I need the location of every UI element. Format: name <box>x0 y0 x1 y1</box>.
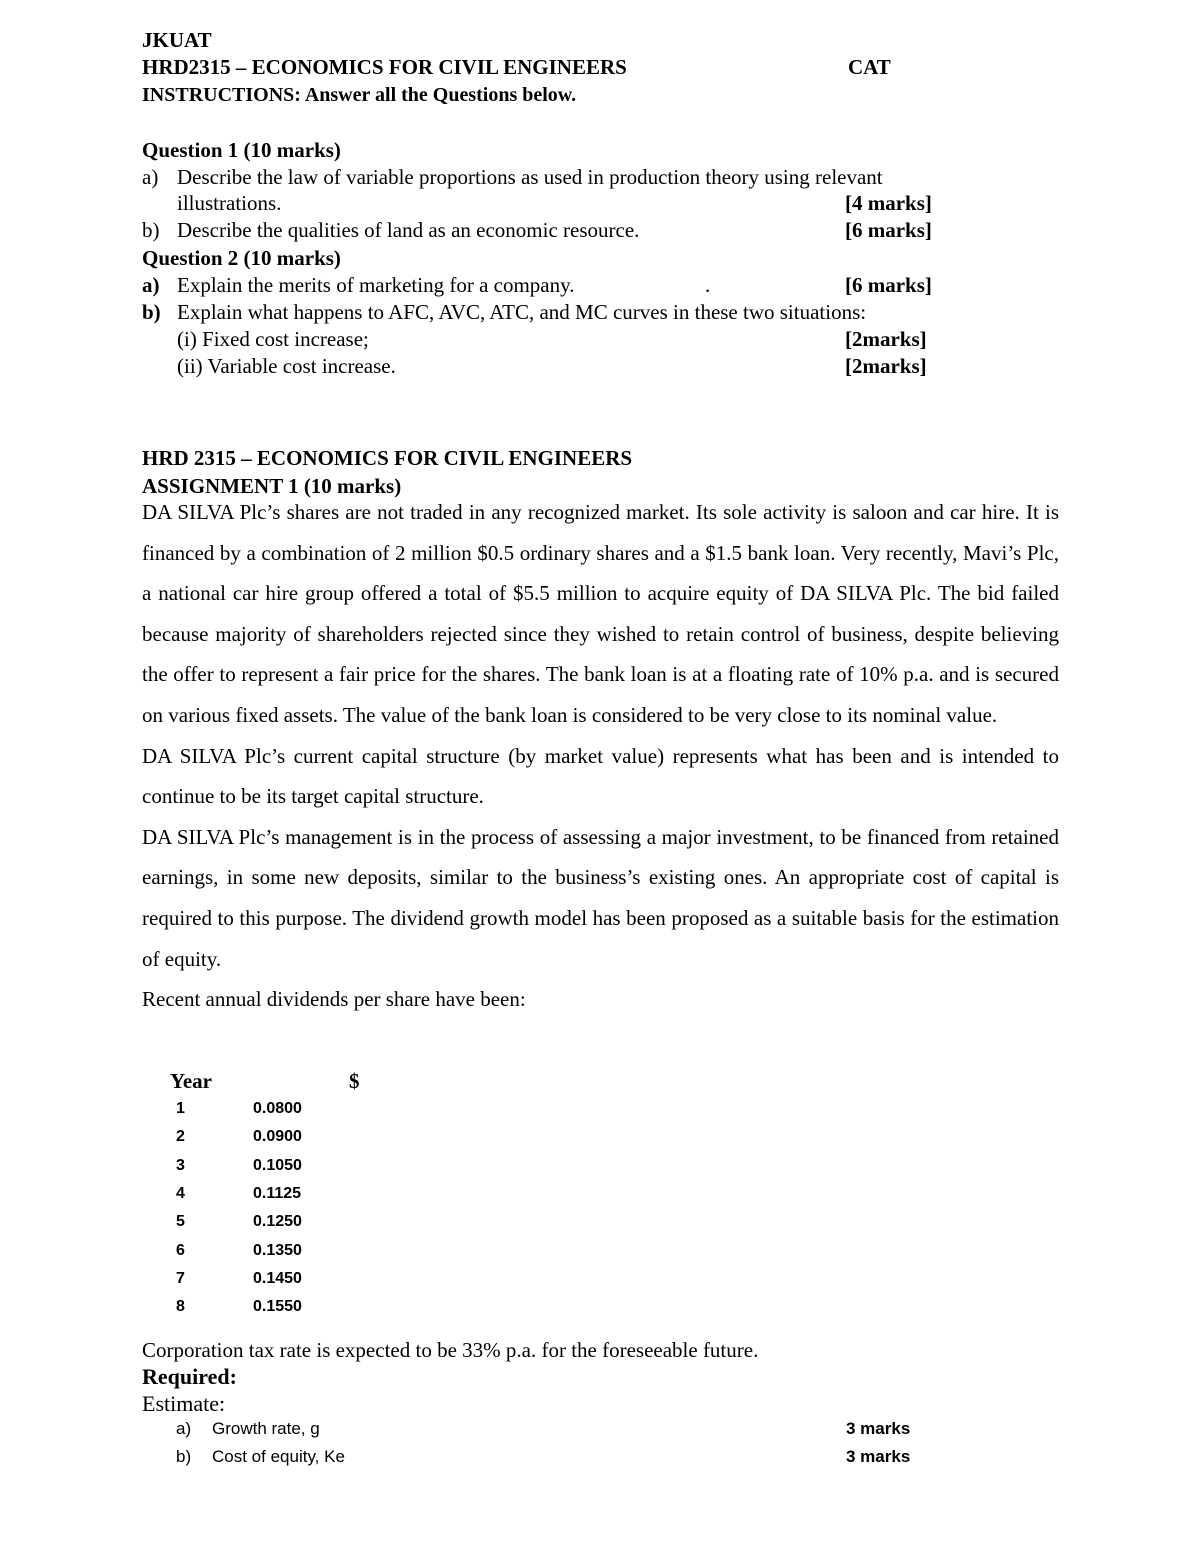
question-1b-marks: [6 marks] <box>845 218 932 242</box>
question-2b-text: Explain what happens to AFC, AVC, ATC, and MC curves in these two situations: <box>177 300 867 324</box>
table-header-row <box>170 1067 469 1095</box>
question-2a-text: Explain the merits of marketing for a company. <box>177 273 575 297</box>
year-cell: 3 <box>176 1156 185 1174</box>
year-cell: 4 <box>176 1185 185 1203</box>
cat-label: CAT <box>848 55 891 79</box>
dividend-cell: 0.0900 <box>253 1128 302 1146</box>
question-2a-marks: [6 marks] <box>845 273 932 297</box>
question-2b-label: b) <box>142 300 161 324</box>
table-row <box>170 1180 469 1208</box>
year-cell: 1 <box>176 1100 185 1118</box>
question-2b-ii-marks: [2marks] <box>845 354 927 378</box>
table-row <box>170 1123 469 1151</box>
dividend-cell: 0.0800 <box>253 1100 302 1118</box>
question-2b-ii-text: (ii) Variable cost increase. <box>177 354 396 378</box>
question-2b-i-text: (i) Fixed cost increase; <box>177 327 369 351</box>
table-row <box>170 1152 469 1180</box>
paragraph-3: DA SILVA Plc’s management is in the process of assessing a major investment, to be financed from retained earnings, in some new deposits, similar to the business’s existing ones. An appropriate cost of capital is required to this purpose. The dividend growth model has been proposed as a suitable basis for the estimation of equity. <box>142 824 1059 971</box>
question-1b-label: b) <box>142 218 160 242</box>
dividend-table <box>170 1067 469 1321</box>
question-1a-text: Describe the law of variable proportions as used in production theory using relevant <box>177 165 883 189</box>
task-b-text: Cost of equity, Ke <box>212 1447 345 1466</box>
stray-dot: . <box>705 273 711 297</box>
instructions: INSTRUCTIONS: Answer all the Questions below. <box>142 84 577 106</box>
year-cell: 2 <box>176 1128 185 1146</box>
dividend-cell: 0.1250 <box>253 1213 302 1231</box>
paragraph-2: DA SILVA Plc’s current capital structure (by market value) represents what has been and is intended to continue to be its target capital structure. <box>142 743 1059 809</box>
required-heading: Required: <box>142 1364 237 1389</box>
task-b-label: b) <box>176 1447 192 1466</box>
question-1-title: Question 1 (10 marks) <box>142 138 341 162</box>
year-cell: 6 <box>176 1241 185 1259</box>
column-header-year: Year <box>170 1068 212 1093</box>
question-2-title: Question 2 (10 marks) <box>142 246 341 270</box>
dividend-cell: 0.1350 <box>253 1241 302 1259</box>
table-row <box>170 1265 469 1293</box>
paragraph-1: DA SILVA Plc’s shares are not traded in any recognized market. Its sole activity is saloon and car hire. It is financed by a combination of 2 million $0.5 ordinary shares and a $1.5 bank loan. Very recently, Mavi’s Plc, a national car hire group offered a total of $5.5 million to acquire equity of DA SILVA Plc. The bid failed because majority of shareholders rejected since they wished to retain control of business, despite believing the offer to represent a fair price for the shares. The bank loan is at a floating rate of 10% p.a. and is secured on various fixed assets. The value of the bank loan is considered to be very close to its nominal value. <box>142 500 1059 727</box>
column-header-dollar: $ <box>349 1068 360 1093</box>
dividend-cell: 0.1125 <box>253 1185 302 1203</box>
dividend-cell: 0.1050 <box>253 1156 302 1174</box>
question-2a-label: a) <box>142 273 160 297</box>
table-row <box>170 1208 469 1236</box>
assignment-title: ASSIGNMENT 1 (10 marks) <box>142 474 402 498</box>
table-row <box>170 1293 469 1321</box>
question-1a-label: a) <box>142 165 159 189</box>
task-b-marks: 3 marks <box>846 1447 911 1466</box>
year-cell: 7 <box>176 1269 185 1287</box>
dividend-cell: 0.1550 <box>253 1298 302 1316</box>
task-a-marks: 3 marks <box>846 1419 911 1438</box>
task-a-text: Growth rate, g <box>212 1419 320 1438</box>
paragraph-4: Recent annual dividends per share have been: <box>142 987 526 1012</box>
assignment-body <box>142 492 1059 1020</box>
assignment-course-title: HRD 2315 – ECONOMICS FOR CIVIL ENGINEERS <box>142 446 633 470</box>
question-2b-i-marks: [2marks] <box>845 327 927 351</box>
question-1a-marks: [4 marks] <box>845 191 932 215</box>
year-cell: 5 <box>176 1213 185 1231</box>
table-row <box>170 1095 469 1123</box>
estimate-label: Estimate: <box>142 1391 226 1416</box>
question-1b-text: Describe the qualities of land as an economic resource. <box>177 218 640 242</box>
cat-course-title: HRD2315 – ECONOMICS FOR CIVIL ENGINEERS <box>142 55 627 79</box>
tax-note: Corporation tax rate is expected to be 33% p.a. for the foreseeable future. <box>142 1338 759 1362</box>
table-row <box>170 1236 469 1264</box>
year-cell: 8 <box>176 1298 185 1316</box>
institution-name: JKUAT <box>142 28 212 52</box>
dividend-cell: 0.1450 <box>253 1269 302 1287</box>
task-a-label: a) <box>176 1419 192 1438</box>
question-1a-text-cont: illustrations. <box>177 191 282 215</box>
